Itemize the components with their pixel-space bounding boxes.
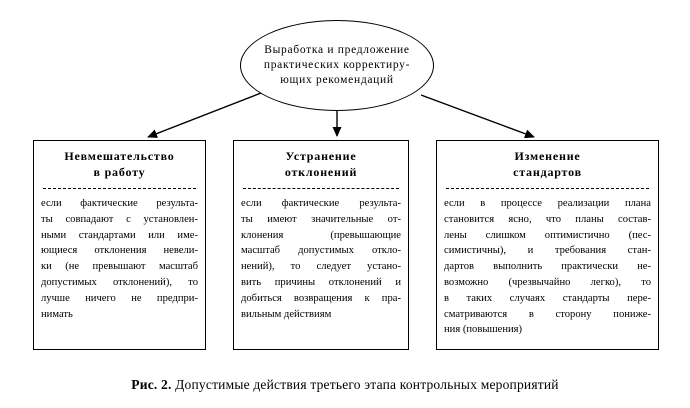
text-line: ты имеют значительные от- (241, 213, 401, 225)
text-line: допустимых отклонений), то (41, 276, 198, 288)
figure-caption-text: Допустимые действия третьего этапа контрольных мероприятий (171, 377, 559, 392)
text-line: если в процессе реализации плана (444, 198, 651, 209)
box-change-standards (436, 140, 659, 350)
text-line: отклонений (284, 165, 358, 179)
text-line: ты совпадают с установлен- (41, 213, 198, 225)
figure-caption-label: Рис. 2. (131, 377, 172, 392)
text-line: возможно (чрезвычайно легко), то (444, 276, 651, 288)
root-node-text (251, 43, 423, 88)
text-line: ными стандартами или име- (41, 229, 198, 241)
text-line: в таких случаях стандарты пере- (444, 292, 651, 304)
dashed-separator (243, 188, 399, 189)
arrow-to-box-1 (148, 93, 261, 137)
text-line: ющиеся отклонения невели- (41, 245, 198, 257)
box-eliminate-deviations-body (241, 196, 401, 322)
text-line: если фактические результа- (41, 198, 198, 209)
text-line: клонения (превышающие (241, 229, 401, 241)
box-non-interference-title (41, 148, 198, 180)
text-line: добиться возвращения к пра- (241, 292, 401, 304)
arrow-to-box-3 (421, 95, 534, 137)
dashed-separator (43, 188, 196, 189)
text-line: симистичны), и требования стан- (444, 245, 651, 257)
text-line: в работу (93, 165, 146, 179)
text-line: Изменение (514, 149, 581, 163)
text-line: становится ясно, что планы состав- (444, 213, 651, 225)
text-line: если фактические результа- (241, 198, 401, 209)
text-line: нимать (41, 308, 73, 320)
text-line: лены слишком оптимистично (пес- (444, 229, 651, 241)
text-line: ющих рекомендаций (280, 74, 394, 86)
text-line: Выработка и предложение (264, 44, 410, 56)
text-line: Невмешательство (64, 149, 175, 163)
text-line: вильным действиям (241, 308, 332, 320)
text-line: лучше ничего не предпри- (41, 292, 198, 304)
text-line: нений), то следует устано- (241, 261, 401, 273)
text-line: стандартов (513, 165, 582, 179)
figure-caption (0, 377, 690, 393)
root-node-ellipse (240, 20, 434, 111)
text-line: масштаб допустимых откло- (241, 245, 401, 257)
text-line: вить причины отклонений и (241, 276, 401, 288)
box-eliminate-deviations (233, 140, 409, 350)
text-line: дартов выполнить практически не- (444, 261, 651, 273)
text-line: сматриваются в сторону пониже- (444, 308, 651, 320)
text-line: ния (повышения) (444, 324, 523, 336)
text-line: Устранение (285, 149, 357, 163)
box-change-standards-title (444, 148, 651, 180)
box-change-standards-body (444, 196, 651, 338)
text-line: ки (не превышают масштаб (41, 261, 198, 273)
box-non-interference-body (41, 196, 198, 322)
text-line: практических корректиру- (263, 59, 411, 71)
dashed-separator (446, 188, 649, 189)
box-eliminate-deviations-title (241, 148, 401, 180)
box-non-interference (33, 140, 206, 350)
